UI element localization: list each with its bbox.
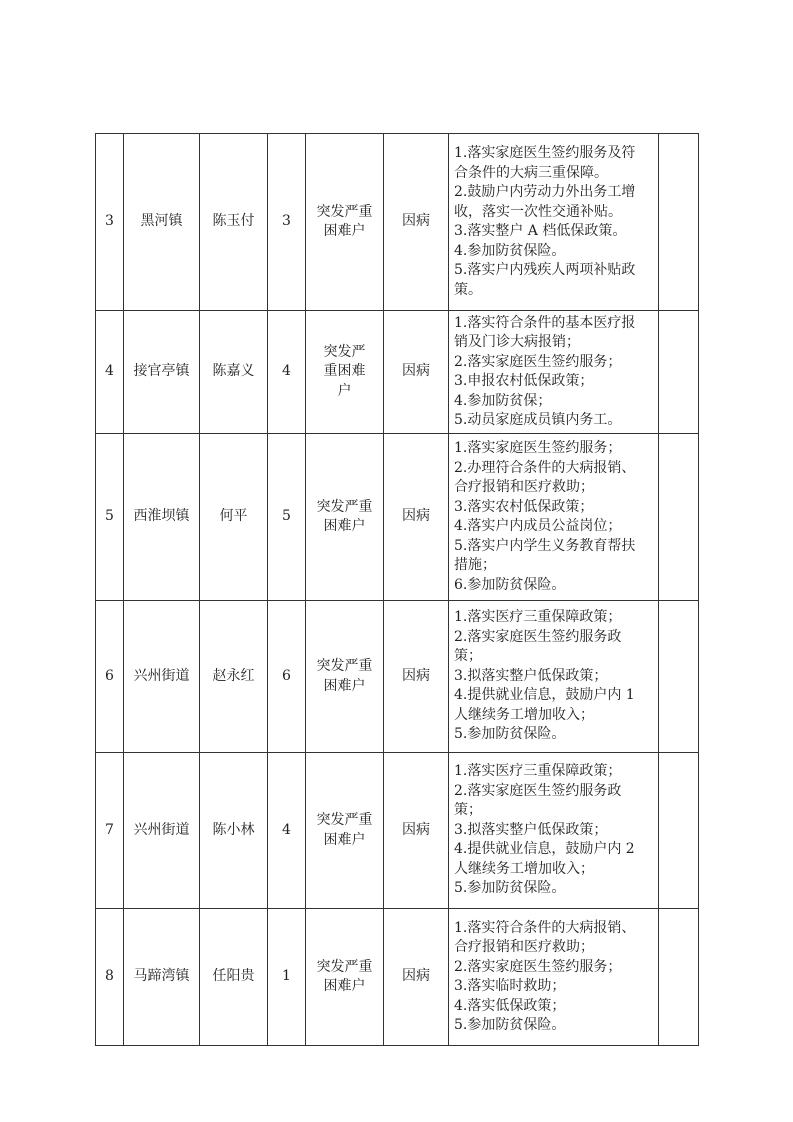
row-number-cell: 6	[96, 601, 124, 753]
measure-line: 3.落实临时救助；	[454, 978, 566, 994]
row-number-cell: 5	[96, 434, 124, 601]
measure-line: 2.落实家庭医生签约服务政	[454, 628, 622, 645]
measure-line: 1.落实家庭医生签约服务；	[454, 440, 622, 456]
household-type-line: 突发严重	[316, 958, 373, 975]
household-type-line: 突发严重	[316, 812, 373, 828]
household-size-cell: 1	[268, 909, 306, 1046]
name-cell: 何平	[200, 434, 268, 601]
measure-line: 4.落实低保政策；	[454, 997, 566, 1014]
remark-cell	[659, 134, 699, 311]
remark-cell	[659, 601, 699, 753]
measure-line: 4.落实户内成员公益岗位；	[454, 518, 622, 534]
household-size-cell: 6	[268, 601, 306, 753]
household-type-line: 突发严	[323, 343, 366, 360]
household-type-line: 户	[337, 382, 352, 399]
row-number-cell: 7	[96, 753, 124, 909]
household-type-line: 困难户	[323, 223, 366, 239]
household-type-line: 困难户	[323, 518, 366, 534]
table-row	[96, 434, 699, 601]
town-cell: 西淮坝镇	[124, 434, 200, 601]
name-cell: 任阳贵	[200, 909, 268, 1046]
measure-line: 策；	[454, 802, 482, 819]
measure-line: 2.落实家庭医生签约服务；	[454, 958, 622, 975]
measure-line: 4.提供就业信息，鼓励户内 2	[454, 841, 635, 858]
measure-line: 3.拟落实整户低保政策；	[454, 667, 608, 684]
measure-line: 策。	[454, 281, 482, 298]
measure-line: 合疗报销和医疗救助；	[454, 479, 594, 495]
measure-line: 5.参加防贫保险。	[454, 726, 566, 743]
row-number-cell: 8	[96, 909, 124, 1046]
table-row	[96, 311, 699, 434]
measures-cell	[449, 753, 659, 909]
household-type-line: 突发严重	[316, 658, 373, 674]
remark-cell	[659, 311, 699, 434]
measure-line: 5.参加防贫保险。	[454, 1017, 566, 1033]
measure-line: 2.鼓励户内劳动力外出务工增	[454, 184, 636, 200]
table-row	[96, 753, 699, 909]
measure-line: 3.拟落实整户低保政策；	[454, 821, 608, 838]
measure-line: 4.提供就业信息，鼓励户内 1	[454, 687, 635, 704]
table-row	[96, 909, 699, 1046]
table-row	[96, 134, 699, 311]
household-size-cell: 3	[268, 134, 306, 311]
measure-line: 1.落实医疗三重保障政策；	[454, 609, 622, 626]
measure-line: 人继续务工增加收入；	[454, 860, 594, 877]
measure-line: 2.落实家庭医生签约服务；	[454, 353, 622, 370]
household-type-line: 突发严重	[316, 498, 373, 515]
reason-cell: 因病	[384, 134, 449, 311]
town-cell: 兴州街道	[124, 753, 200, 909]
measure-line: 1.落实符合条件的大病报销、	[454, 919, 636, 936]
measure-line: 收，落实一次性交通补贴。	[454, 203, 622, 220]
reason-cell: 因病	[384, 601, 449, 753]
town-cell: 兴州街道	[124, 601, 200, 753]
measure-line: 1.落实医疗三重保障政策；	[454, 763, 622, 780]
measure-line: 2.办理符合条件的大病报销、	[454, 459, 636, 476]
household-type-line: 困难户	[323, 978, 366, 994]
measures-cell	[449, 311, 659, 434]
name-cell: 陈玉付	[200, 134, 268, 311]
reason-cell: 因病	[384, 434, 449, 601]
row-number-cell: 3	[96, 134, 124, 311]
remark-cell	[659, 909, 699, 1046]
measure-line: 1.落实家庭医生签约服务及符	[454, 145, 636, 161]
household-type-line: 重困难	[323, 363, 366, 380]
table-row	[96, 601, 699, 753]
household-type-cell	[306, 909, 384, 1046]
remark-cell	[659, 434, 699, 601]
name-cell: 赵永红	[200, 601, 268, 753]
measure-line: 策；	[454, 648, 482, 665]
measure-line: 4.参加防贫保险。	[454, 242, 566, 259]
measure-line: 5.落实户内学生义务教育帮扶	[454, 537, 636, 554]
household-size-cell: 4	[268, 753, 306, 909]
household-type-cell	[306, 434, 384, 601]
reason-cell: 因病	[384, 909, 449, 1046]
household-type-cell	[306, 601, 384, 753]
town-cell: 接官亭镇	[124, 311, 200, 434]
household-type-cell	[306, 311, 384, 434]
reason-cell: 因病	[384, 753, 449, 909]
measure-line: 3.申报农村低保政策；	[454, 373, 594, 389]
name-cell: 陈小林	[200, 753, 268, 909]
town-cell: 黑河镇	[124, 134, 200, 311]
measure-line: 4.参加防贫保；	[454, 392, 552, 409]
household-type-line: 突发严重	[316, 203, 373, 220]
measure-line: 5.落实户内残疾人两项补贴政	[454, 262, 636, 278]
measures-cell	[449, 134, 659, 311]
measure-line: 合疗报销和医疗救助；	[454, 939, 594, 955]
measures-cell	[449, 601, 659, 753]
measure-line: 5.参加防贫保险。	[454, 880, 566, 897]
household-type-cell	[306, 753, 384, 909]
measure-line: 合条件的大病三重保障。	[454, 164, 608, 181]
measure-line: 1.落实符合条件的基本医疗报	[454, 314, 636, 331]
household-size-cell: 5	[268, 434, 306, 601]
measure-line: 6.参加防贫保险。	[454, 576, 566, 593]
row-number-cell: 4	[96, 311, 124, 434]
household-type-cell	[306, 134, 384, 311]
measure-line: 3.落实整户 A 档低保政策。	[454, 223, 627, 239]
measure-line: 措施；	[454, 557, 496, 573]
measure-line: 5.动员家庭成员镇内务工。	[454, 412, 622, 428]
household-type-line: 困难户	[323, 677, 366, 694]
measure-line: 销及门诊大病报销；	[454, 334, 580, 350]
measure-line: 2.落实家庭医生签约服务政	[454, 782, 622, 799]
measure-line: 3.落实农村低保政策；	[454, 498, 594, 515]
assistance-table	[95, 133, 699, 1046]
town-cell: 马蹄湾镇	[124, 909, 200, 1046]
household-size-cell: 4	[268, 311, 306, 434]
remark-cell	[659, 753, 699, 909]
measure-line: 人继续务工增加收入；	[454, 706, 594, 723]
measures-cell	[449, 434, 659, 601]
household-type-line: 困难户	[323, 831, 366, 848]
measures-cell	[449, 909, 659, 1046]
name-cell: 陈嘉义	[200, 311, 268, 434]
reason-cell: 因病	[384, 311, 449, 434]
